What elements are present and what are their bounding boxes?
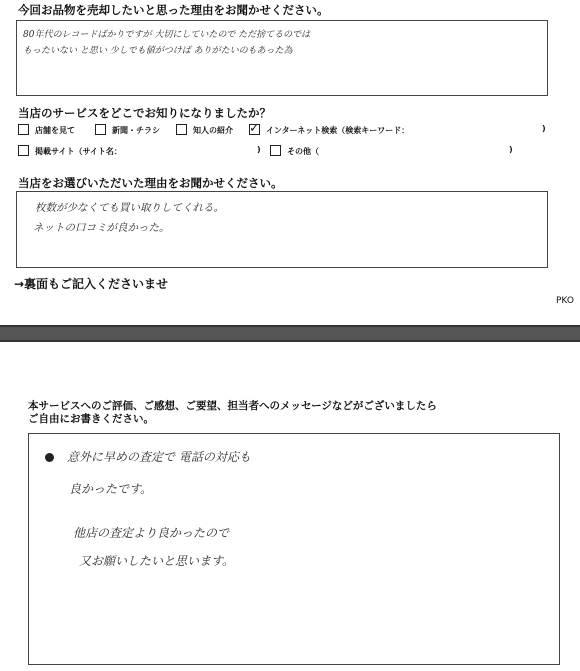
checkbox-newspaper-flyer[interactable] [95, 124, 106, 135]
option-other[interactable]: その他（ [270, 145, 319, 157]
checkbox-listing-site[interactable] [18, 145, 29, 156]
handwritten-answer-line: 枚数が少なくても買い取りしてくれる。 [35, 202, 224, 214]
handwritten-answer-line: 良かったです。 [69, 482, 153, 496]
answer-box-why-choose[interactable] [16, 191, 548, 268]
handwritten-answer-line: ネットの口コミが良かった。 [33, 222, 170, 234]
question-reason-sell: 今回お品物を売却したいと思った理由をお聞かせください。 [18, 3, 329, 17]
ink-blot-icon [45, 453, 54, 462]
checkbox-storefront[interactable] [18, 124, 29, 135]
check-mark-icon: ✓ [249, 121, 260, 136]
handwritten-answer-line: もったいない と思い 少しでも値がつけば ありがたいのもあった為 [23, 46, 293, 56]
answer-box-feedback[interactable] [28, 433, 560, 665]
option-internet[interactable]: ✓ インターネット検索（検索キーワード： [249, 121, 410, 136]
option-storefront[interactable]: 店舗を見て [18, 124, 75, 136]
option-referral[interactable]: 知人の紹介 [176, 124, 233, 136]
back-side-note: →裏面もご記入くださいませ [14, 277, 169, 291]
question-how-know: 当店のサービスをどこでお知りになりましたか？ [18, 106, 271, 120]
paren-close: ) [257, 145, 261, 154]
paren-close: ) [542, 124, 546, 133]
question-why-choose: 当店をお選びいただいた理由をお聞かせください。 [18, 176, 283, 190]
handwritten-answer-line: 意外に早めの査定で 電話の対応も [67, 450, 251, 464]
checkbox-other[interactable] [270, 145, 281, 156]
checkbox-internet-checked[interactable] [249, 121, 260, 136]
question-feedback-line: 本サービスへのご評価、ご感想、ご要望、担当者へのメッセージなどがございましたら [28, 400, 437, 412]
question-feedback-line: ご自由にお書きください。 [28, 413, 154, 425]
paren-close: ) [509, 145, 513, 154]
checkbox-referral[interactable] [176, 124, 187, 135]
answer-box-reason-sell[interactable] [16, 20, 548, 96]
handwritten-answer-line: 又お願いしたいと思います。 [79, 554, 235, 568]
option-newspaper-flyer[interactable]: 新聞・チラシ [95, 124, 160, 136]
page-code: PKO [556, 296, 574, 306]
page-separator [0, 325, 580, 342]
handwritten-answer-line: 他店の査定より良かったので [73, 526, 230, 540]
handwritten-answer-line: 80年代のレコードばかりですが 大切にしていたので ただ捨てるのでは [23, 30, 311, 40]
option-listing-site[interactable]: 掲載サイト（サイト名： [18, 145, 122, 157]
